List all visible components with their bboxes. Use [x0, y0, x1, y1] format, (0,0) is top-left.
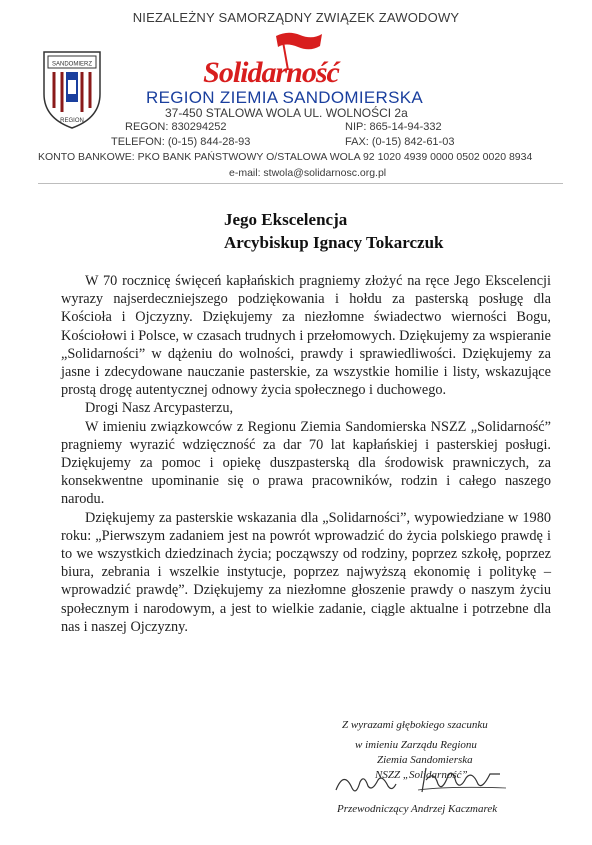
phone-number: TELEFON: (0-15) 844-28-93 — [111, 136, 251, 148]
regon-number: REGON: 830294252 — [125, 121, 227, 133]
solidarnosc-logo — [196, 30, 346, 92]
paragraph-3: Dziękujemy za pasterskie wskazania dla „Solidarności”, wypowiedziane w 1980 roku: „Pierwszym zadaniem jest na powrót wprowadzić do życia polskiego prawdę i to we wszystkich dziedzinach życia; począwszy od rodziny, poprzez szkołę, poprzez biura, zebrania i wszelkie instytucje, poprzez najwyższą ekonomię i politykę – wprowadzić prawdę”. Dziękujemy za niezłomne głoszenie prawdy o naszym życiu społecznym i narodowym, a jest to wielkie zadanie, ciągle aktualne i potrzebne dla nas i naszej Ojczyzny. — [61, 509, 551, 635]
nip-number: NIP: 865-14-94-332 — [345, 121, 442, 133]
closing-line-4: NSZZ „Solidarność” — [375, 769, 468, 781]
addressee-name: Arcybiskup Ignacy Tokarczuk — [224, 233, 444, 252]
signer-name: Przewodniczący Andrzej Kaczmarek — [337, 803, 498, 815]
emblem-top-text: SANDOMIERZ — [51, 61, 93, 68]
closing-line-2: w imieniu Zarządu Regionu — [355, 739, 477, 751]
email-address: e-mail: stwola@solidarnosc.org.pl — [229, 167, 387, 179]
closing-line-3: Ziemia Sandomierska — [377, 754, 473, 766]
logo-wordmark: Solidarność — [203, 56, 339, 89]
closing-line-1: Z wyrazami głębokiego szacunku — [342, 719, 488, 731]
fax-number: FAX: (0-15) 842-61-03 — [345, 136, 455, 148]
union-name-header: NIEZALEŻNY SAMORZĄDNY ZWIĄZEK ZAWODOWY — [132, 10, 460, 25]
emblem-bottom-text: REGION — [60, 118, 84, 124]
region-name: REGION ZIEMIA SANDOMIERSKA — [146, 88, 424, 107]
salutation: Drogi Nasz Arcypasterzu, — [85, 400, 234, 417]
region-emblem — [38, 42, 106, 132]
paragraph-2: W imieniu związkowców z Regionu Ziemia Sandomierska NSZZ „Solidarność” pragniemy wyrazić wdzięczność za dar 70 lat kapłańskiej i pasterskiej posługi. Dziękujemy za pomoc i opiekę duszpasterską dla środowisk prawniczych, za konsekwentne upominanie się o prawa pracowników, rodzin i całego naszego narodu. — [61, 418, 551, 508]
addressee-title: Jego Ekscelencja — [224, 210, 348, 229]
bank-account: KONTO BANKOWE: PKO BANK PAŃSTWOWY O/STALOWA WOLA 92 1020 4939 0000 0502 0020 8934 — [38, 151, 533, 163]
handwritten-signature — [330, 762, 520, 802]
paragraph-1: W 70 rocznicę święceń kapłańskich pragniemy złożyć na ręce Jego Ekscelencji wyrazy najserdeczniejszego podziękowania i hołdu za pasterską posługę dla Kościoła i Ojczyzny. Dziękujemy za niezłomne świadectwo wierności Bogu, Kościołowi i Polsce, w czasach trudnych i przełomowych. Dziękujemy za wspieranie „Solidarności” w dążeniu do wolności, prawdy i sprawiedliwości. Dziękujemy za jasne i zdecydowane nauczanie pasterskie, za wszystkie homilie i listy, wskazujące prostą drogę autentycznej odnowy życia społecznego i duchowego. — [61, 273, 551, 399]
header-divider — [38, 183, 563, 184]
address: 37-450 STALOWA WOLA UL. WOLNOŚCI 2a — [165, 106, 408, 120]
letter-body — [61, 272, 551, 636]
